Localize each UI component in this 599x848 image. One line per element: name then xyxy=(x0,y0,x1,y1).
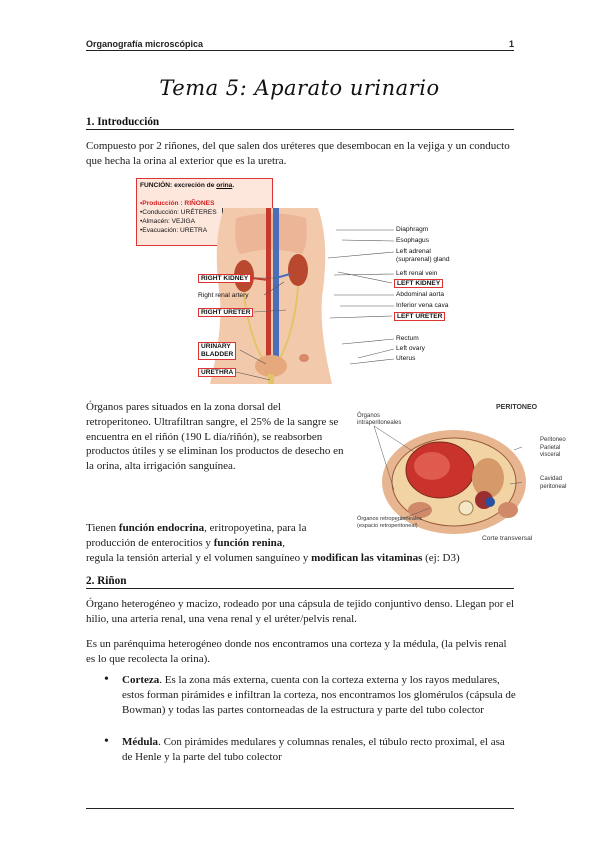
label-esophagus: Esophagus xyxy=(396,237,429,244)
paragraph-retroperitoneo: Órganos pares situados en la zona dorsal del retroperitoneo. Ultrafiltran sangre, el 25% de la sangre se encuentra en el riñón (190 L día/riñón), se reabsorben productos útiles y se eliminan los productos de desecho en la orina, alta irrigación sanguínea. xyxy=(86,401,344,473)
rinon-paragraph-1: Órgano heterogéneo y macizo, rodeado por una cápsula de tejido conjuntivo denso. Llegan por el hilio, una arteria renal, una vena renal y el uréter/pelvis renal. xyxy=(86,598,515,625)
label-urethra: URETHRA xyxy=(198,368,236,377)
label-left-ovary: Left ovary xyxy=(396,345,425,352)
urinary-system-figure xyxy=(136,178,450,384)
label-abdominal-aorta: Abdominal aorta xyxy=(396,291,445,298)
intro-paragraph: Compuesto por 2 riñones, del que salen dos uréteres que desembocan en la vejiga y un conducto que hecha la orina al exterior que es la uretra. xyxy=(86,140,510,167)
function-item: •Almacén: VEJIGA xyxy=(140,218,196,225)
header-rule xyxy=(86,50,514,51)
section-heading-rinon: 2. Riñon xyxy=(86,575,127,587)
footer-rule xyxy=(86,808,514,809)
function-item: •Evacuación: URETRA xyxy=(140,227,208,234)
function-title: FUNCIÓN: excreción de orina. xyxy=(140,182,235,189)
bullet-medula: Médula. Con pirámides medulares y columnas renales, el túbulo recto proximal, el asa de Henle y la parte del tubo colector xyxy=(122,736,505,763)
peritoneo-title: PERITONEO xyxy=(496,404,538,411)
section-rule xyxy=(86,129,514,130)
label-corte-transversal: Corte transversal xyxy=(482,535,533,542)
label-organos-retroperitoneales: Órganos retroperitoneales (espacio retroperitoneal) xyxy=(357,516,422,529)
section-heading-introduccion: 1. Introducción xyxy=(86,116,160,128)
page-number: 1 xyxy=(509,39,515,49)
label-right-ureter: RIGHT URETER xyxy=(198,308,253,317)
label-left-adrenal-gland: Left adrenal (suprarenal) gland xyxy=(396,248,450,263)
label-peritoneo-parietal-visceral: Peritoneo Parietal visceral xyxy=(540,437,566,458)
label-left-ureter: LEFT URETER xyxy=(394,312,445,321)
rinon-paragraph-2: Es un parénquima heterogéneo donde nos encontramos una corteza y la médula, (la pelvis renal es lo que recolecta la orina). xyxy=(86,638,507,665)
label-left-renal-vein: Left renal vein xyxy=(396,270,438,277)
label-uterus: Uterus xyxy=(396,355,416,362)
running-header-title: Organografía microscópica xyxy=(86,39,204,49)
bullet-corteza: Corteza. Es la zona más externa, cuenta con la corteza externa y los rayos medulares, estos forman pirámides e infiltran la corteza, nos encontramos los glomérulos (cápsula de Bowman) y todas las partes contorneadas de la estructura y parte del tubo colector xyxy=(122,674,516,716)
leader-lines xyxy=(136,178,436,384)
function-item: •Producción : RIÑONES xyxy=(140,200,215,207)
section-rule xyxy=(86,588,514,589)
label-right-kidney: RIGHT KIDNEY xyxy=(198,274,251,283)
label-rectum: Rectum xyxy=(396,335,419,342)
paragraph-funciones: Tienen función endocrina, eritropoyetina, para la producción de enterocitios y función renina, regula la tensión arterial y el volumen sanguíneo y modifican las vitaminas (ej: D3) xyxy=(86,522,460,564)
function-item: •Conducción: URÉTERES xyxy=(140,209,217,216)
label-urinary-bladder: URINARY BLADDER xyxy=(198,342,236,360)
label-inferior-vena-cava: Inferior vena cava xyxy=(396,302,449,309)
label-cavidad-peritoneal: Cavidad peritoneal xyxy=(540,476,567,490)
label-right-renal-artery: Right renal artery xyxy=(198,292,249,299)
label-organos-intraperitoneales: Órganos intraperitoneales xyxy=(357,413,402,426)
bullet-dot: • xyxy=(104,672,109,687)
label-left-kidney: LEFT KIDNEY xyxy=(394,279,443,288)
bullet-dot: • xyxy=(104,734,109,749)
label-diaphragm: Diaphragm xyxy=(396,226,429,233)
page-title: Tema 5: Aparato urinario xyxy=(159,76,440,100)
